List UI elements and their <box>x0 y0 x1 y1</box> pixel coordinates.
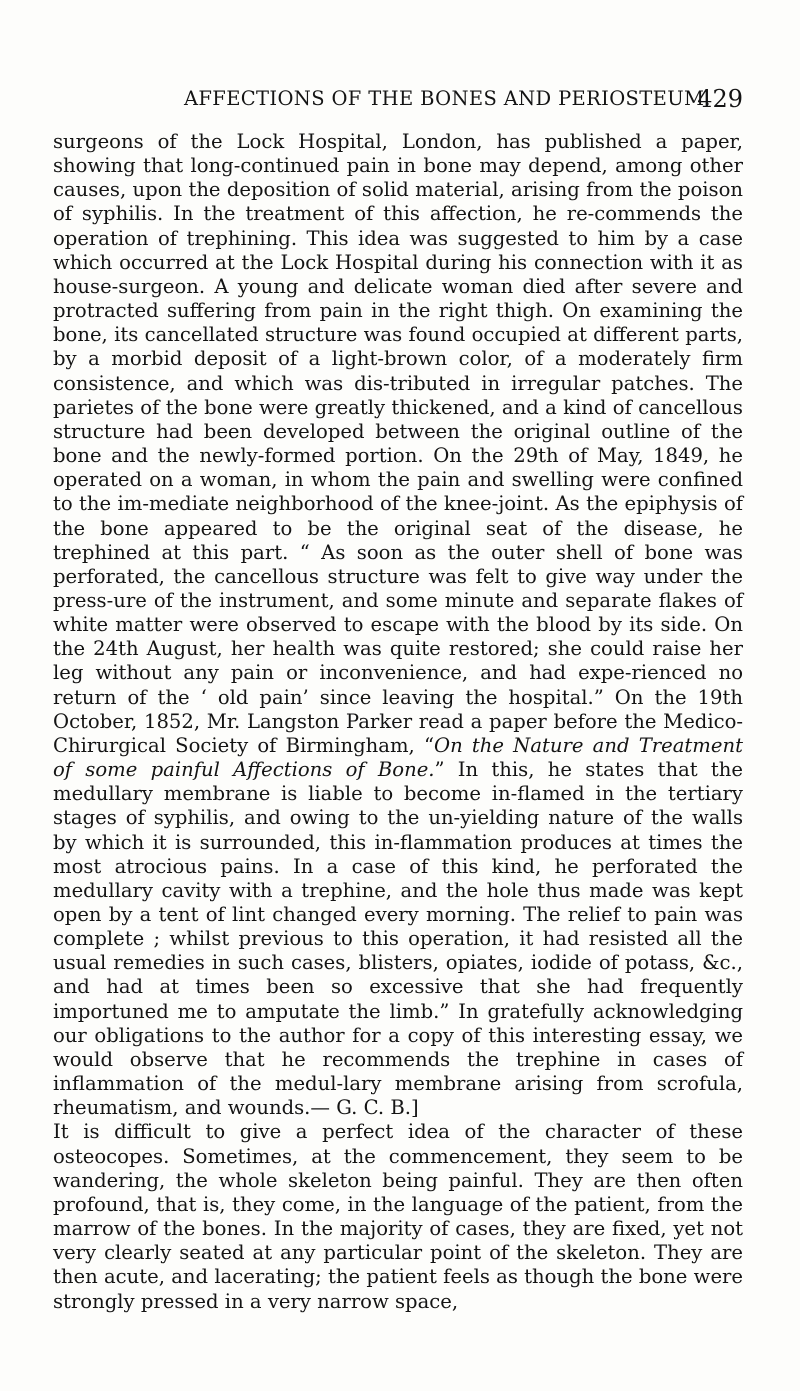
paragraph-text: ” In this, he states that the medullary membrane is liable to become in-flamed in the tertiary stages of syphilis, and owing to the un-yielding nature of the walls by which it is surrounded, this in-flammation produces at times the most atrocious pains. In a case of this kind, he perforated the medullary cavity with a trephine, and the hole thus made was kept open by a tent of lint changed every morning. The relief to pain was complete ; whilst previous to this operation, it had resisted all the usual remedies in such cases, blisters, opiates, iodide of potass, &c., and had at times been so excessive that she had frequently importuned me to amputate the limb.” In gratefully acknowledging our obligations to the author for a copy of this interesting essay, we would observe that he recommends the trephine in cases of inflammation of the medul-lary membrane arising from scrofula, rheumatism, and wounds.— G. C. B.] <box>53 758 743 1120</box>
body-text <box>53 130 743 1314</box>
paragraph-continued <box>53 130 743 1120</box>
running-head <box>53 84 743 114</box>
paragraph-text: surgeons of the Lock Hospital, London, has published a paper, showing that long-continued pain in bone may depend, among other causes, upon the deposition of solid material, arising from the poison of syphilis. In the treatment of this affection, he re-commends the operation of trephining. This idea was suggested to him by a case which occurred at the Lock Hospital during his connection with it as house-surgeon. A young and delicate woman died after severe and protracted suffering from pain in the right thigh. On examining the bone, its cancellated structure was found occupied at different parts, by a morbid deposit of a light-brown color, of a moderately firm consistence, and which was dis-tributed in irregular patches. The parietes of the bone were greatly thickened, and a kind of cancellous structure had been developed between the original outline of the bone and the newly-formed portion. On the 29th of May, 1849, he operated on a woman, in whom the pain and swelling were confined to the im-mediate neighborhood of the knee-joint. As the epiphysis of the bone appeared to be the original seat of the disease, he trephined at this part. “ As soon as the outer shell of bone was perforated, the cancellous structure was felt to give way under the press-ure of the instrument, and some minute and separate flakes of white matter were observed to escape with the blood by its side. On the 24th August, her health was quite restored; she could raise her leg without any pain or inconvenience, and had expe-rienced no return of the ‘ old pain’ since leaving the hospital.” On the 19th October, 1852, Mr. Langston Parker read a paper before the Medico-Chirurgical Society of Birmingham, “ <box>53 130 743 757</box>
paragraph-text: It is difficult to give a perfect idea of the character of these osteocopes. Sometimes, at the commencement, they seem to be wandering, the whole skeleton being painful. They are then often profound, that is, they come, in the language of the patient, from the marrow of the bones. In the majority of cases, they are fixed, yet not very clearly seated at any particular point of the skeleton. They are then acute, and lacerating; the patient feels as though the bone were strongly pressed in a very narrow space, <box>53 1120 743 1313</box>
running-title: AFFECTIONS OF THE BONES AND PERIOSTEUM. <box>184 87 711 110</box>
essay-title: On the Nature and Treatment of some painful Affections of Bone. <box>53 733 743 782</box>
page-number: 429 <box>697 85 743 113</box>
paragraph-osteocopes <box>53 1120 743 1313</box>
